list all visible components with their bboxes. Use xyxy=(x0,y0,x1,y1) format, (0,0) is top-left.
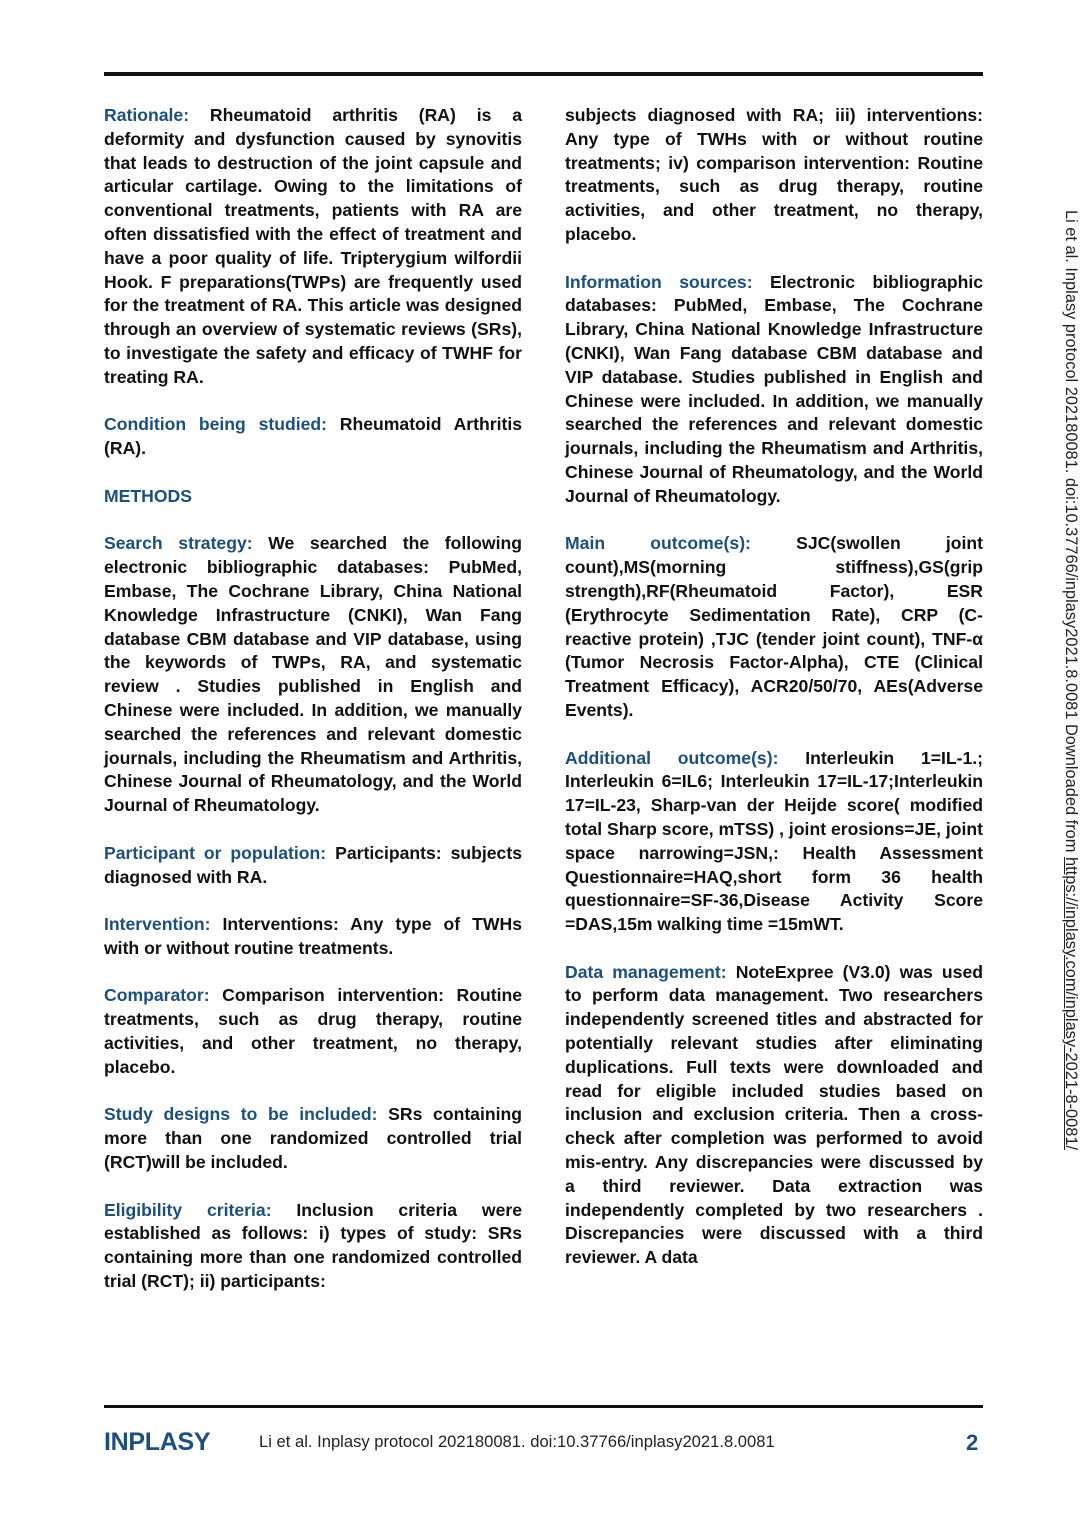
right-column xyxy=(565,104,983,1270)
eligibility-text: Inclusion criteria were established as follows: i) types of study: SRs containing more than one randomized controlled trial (RCT); ii) participants: xyxy=(104,1199,522,1292)
main-outcomes-section xyxy=(565,532,983,722)
condition-section xyxy=(104,413,522,461)
rationale-text: Rheumatoid arthritis (RA) is a deformity and dysfunction caused by synovitis that leads to destruction of the joint capsule and articular cartilage. Owing to the limitations of conventional treatments, patients with RA are often dissatisfied with the effect of treatment and have a poor quality of life. Tripterygium wilfordii Hook. F preparations(TWPs) are frequently used for the treatment of RA. This article was designed through an overview of systematic reviews (SRs), to investigate the safety and efficacy of TWHF for treating RA. xyxy=(104,105,522,387)
intervention-section xyxy=(104,913,522,961)
footer-rule xyxy=(104,1405,983,1408)
footer-citation: Li et al. Inplasy protocol 202180081. doi:10.37766/inplasy2021.8.0081 xyxy=(259,1432,775,1451)
study-designs-label: Study designs to be included: xyxy=(104,1104,378,1125)
vertical-citation-sidebar xyxy=(1050,210,1086,1330)
intervention-label: Intervention: xyxy=(104,914,211,935)
methods-heading: METHODS xyxy=(104,485,192,506)
additional-outcomes-text: Interleukin 1=IL-1.; Interleukin 6=IL6; Interleukin 17=IL-17;Interleukin 17=IL-23, Sharp-van der Heijde score( modified total Sharp score, mTSS) , joint erosions=JE, joint space narrowing=JSN,: Health Assessment Questionnaire=HAQ,short form 36 health questionnaire=SF-36,Disease Activity Score =DAS,15m walking time =15mWT. xyxy=(565,747,983,935)
participant-label: Participant or population: xyxy=(104,842,327,863)
sidebar-citation-text: Li et al. Inplasy protocol 202180081. doi:10.37766/inplasy2021.8.0081 Downloaded from xyxy=(1062,210,1080,857)
data-management-section xyxy=(565,961,983,1270)
condition-label: Condition being studied: xyxy=(104,414,327,435)
eligibility-section xyxy=(104,1199,522,1294)
main-outcomes-label: Main outcome(s): xyxy=(565,533,751,554)
rationale-label: Rationale: xyxy=(104,105,190,125)
eligibility-label: Eligibility criteria: xyxy=(104,1199,272,1220)
study-designs-text: SRs containing more than one randomized controlled trial (RCT)will be included. xyxy=(104,1104,522,1173)
sidebar-download-link[interactable]: https://inplasy.com/inplasy-2021-8-0081/ xyxy=(1062,856,1080,1151)
participant-section xyxy=(104,842,522,890)
search-strategy-label: Search strategy: xyxy=(104,533,253,554)
search-strategy-section xyxy=(104,532,522,818)
information-sources-text: Electronic bibliographic databases: PubMed, Embase, The Cochrane Library, China National Knowledge Infrastructure (CNKI), Wan Fang database CBM database and VIP database. Studies published in English and Chinese were included. In addition, we manually searched the references and relevant domestic journals, including the Rheumatism and Arthritis, Chinese Journal of Rheumatology, and the World Journal of Rheumatology. xyxy=(565,271,984,506)
rationale-section xyxy=(104,104,522,390)
information-sources-label: Information sources: xyxy=(565,271,753,292)
comparator-section xyxy=(104,984,522,1079)
data-management-text: NoteExpree (V3.0) was used to perform data management. Two researchers independently screened titles and abstracted for potentially relevant studies after eliminating duplications. Full texts were downloaded and read for eligible included studies based on inclusion and exclusion criteria. Then a cross-check after completion was performed to avoid mis-entry. Any discrepancies were discussed by a third reviewer. Data extraction was independently completed by two researchers . Discrepancies were discussed with a third reviewer. A data xyxy=(565,961,983,1268)
comparator-label: Comparator: xyxy=(104,985,210,1006)
footer-brand-logo: INPLASY xyxy=(104,1428,211,1456)
search-strategy-text: We searched the following electronic bibliographic databases: PubMed, Embase, The Cochrane Library, China National Knowledge Infrastructure (CNKI), Wan Fang database CBM database and VIP database, using the keywords of TWPs, RA, and systematic review . Studies published in English and Chinese were included. In addition, we manually searched the references and relevant domestic journals, including the Rheumatism and Arthritis, Chinese Journal of Rheumatology, and the World Journal of Rheumatology. xyxy=(104,533,522,816)
comparator-text: Comparison intervention: Routine treatments, such as drug therapy, routine activities, and other treatment, no therapy, placebo. xyxy=(104,985,522,1077)
vertical-citation xyxy=(1061,210,1080,1150)
header-rule xyxy=(104,72,983,76)
participant-text: Participants: subjects diagnosed with RA. xyxy=(104,842,522,887)
data-management-label: Data management: xyxy=(565,961,727,982)
intervention-text: Interventions: Any type of TWHs with or without routine treatments. xyxy=(104,914,522,958)
eligibility-continued: subjects diagnosed with RA; iii) interventions: Any type of TWHs with or without routine treatments; iv) comparison intervention: Routine treatments, such as drug therapy, routine activities, and other treatment, no therapy, placebo. xyxy=(565,105,983,244)
additional-outcomes-section xyxy=(565,747,983,937)
condition-text: Rheumatoid Arthritis (RA). xyxy=(104,414,523,459)
information-sources-section xyxy=(565,271,983,509)
main-outcomes-text: SJC(swollen joint count),MS(morning stiffness),GS(grip strength),RF(Rheumatoid Factor), ESR (Erythrocyte Sedimentation Rate), CRP (C-reactive protein) ,TJC (tender joint count), TNF-α (Tumor Necrosis Factor-Alpha), CTE (Clinical Treatment Efficacy), ACR20/50/70, AEs(Adverse Events). xyxy=(565,533,983,720)
page-number: 2 xyxy=(966,1430,979,1455)
left-column xyxy=(104,104,522,1294)
additional-outcomes-label: Additional outcome(s): xyxy=(565,747,779,768)
study-designs-section xyxy=(104,1103,522,1174)
